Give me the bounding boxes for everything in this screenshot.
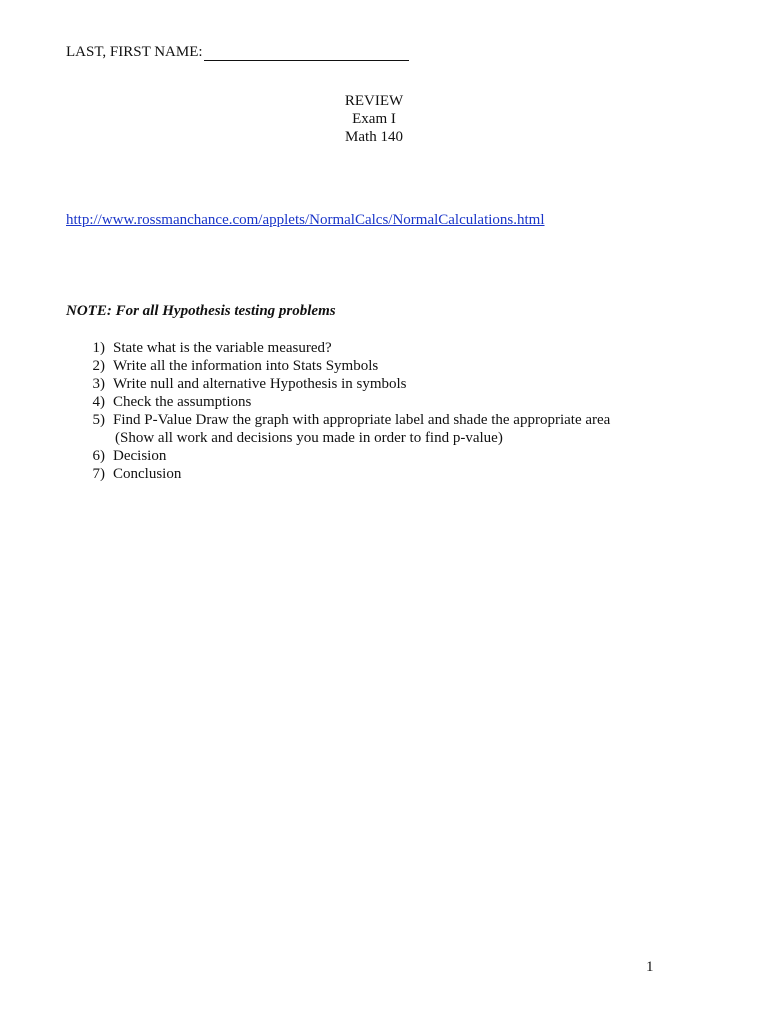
step-subnote: (Show all work and decisions you made in order to find p-value) <box>115 430 503 446</box>
name-blank-line <box>204 44 409 61</box>
step-text: Write all the information into Stats Symbols <box>113 358 379 374</box>
page-number: 1 <box>646 959 654 975</box>
list-item <box>66 357 610 375</box>
step-number: 3) <box>92 376 105 392</box>
step-text: Check the assumptions <box>113 394 252 410</box>
steps-list <box>66 339 610 483</box>
step-number: 5) <box>92 412 105 428</box>
step-number: 7) <box>92 466 105 482</box>
name-field-line <box>66 44 409 61</box>
step-number: 4) <box>92 394 105 410</box>
name-label: LAST, FIRST NAME: <box>66 44 203 60</box>
list-item <box>66 393 610 411</box>
title-review: REVIEW <box>344 93 404 109</box>
list-item <box>66 339 610 357</box>
step-number: 1) <box>92 340 105 356</box>
normal-calculations-link[interactable]: http://www.rossmanchance.com/applets/NormalCalcs/NormalCalculations.html <box>66 212 545 228</box>
list-item <box>66 447 610 465</box>
list-item <box>66 375 610 393</box>
step-text: Find P-Value Draw the graph with appropriate label and shade the appropriate area <box>113 412 611 428</box>
note-heading: NOTE: For all Hypothesis testing problems <box>66 303 336 319</box>
step-text: Write null and alternative Hypothesis in symbols <box>113 376 407 392</box>
title-exam: Exam I <box>352 111 396 127</box>
list-item <box>66 465 610 483</box>
step-text: Decision <box>113 448 167 464</box>
step-text: Conclusion <box>113 466 182 482</box>
list-item <box>66 411 610 429</box>
title-course: Math 140 <box>345 129 403 145</box>
step-text: State what is the variable measured? <box>113 340 332 356</box>
step-number: 2) <box>92 358 105 374</box>
title-block <box>0 92 770 146</box>
step-number: 6) <box>92 448 105 464</box>
